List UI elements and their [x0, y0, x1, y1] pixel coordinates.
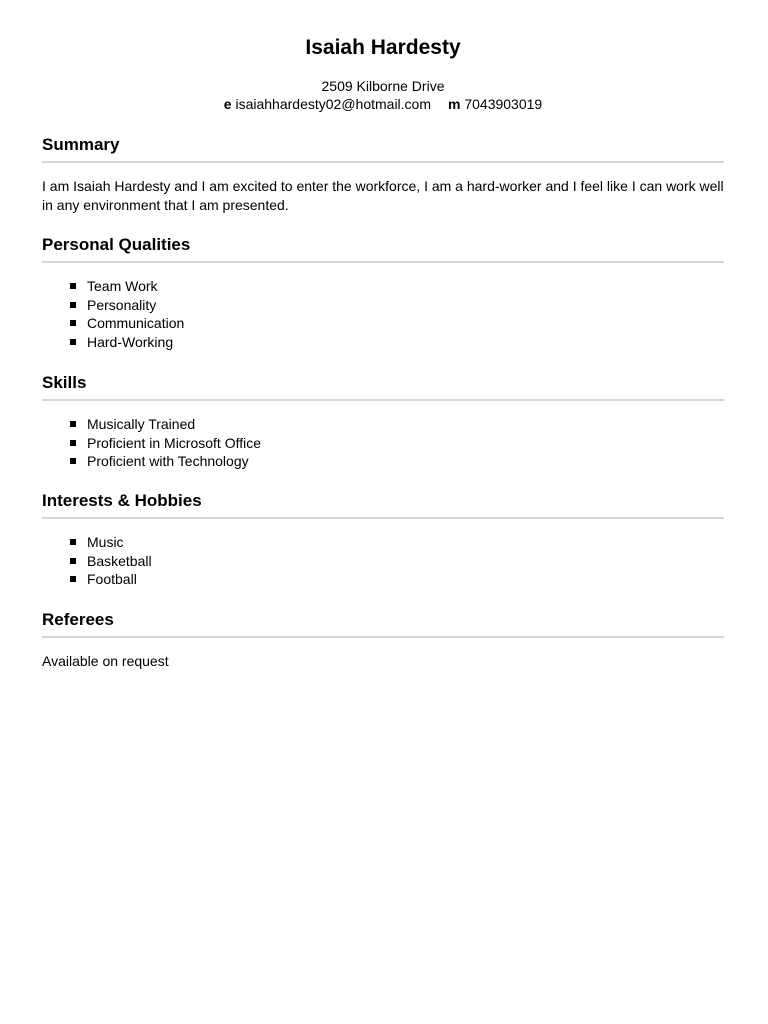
list-item	[42, 296, 724, 315]
address: 2509 Kilborne Drive	[321, 78, 445, 94]
bullet-icon	[70, 320, 76, 326]
email-address: isaiahhardesty02@hotmail.com	[235, 96, 431, 112]
contact-line	[42, 95, 724, 113]
bullet-icon	[70, 440, 76, 446]
interests-section	[42, 490, 724, 589]
qualities-list	[42, 277, 724, 352]
list-item	[42, 333, 724, 352]
list-item-label: Football	[87, 571, 137, 588]
list-item-label: Personality	[87, 296, 157, 313]
section-title-interests: Interests & Hobbies	[42, 491, 202, 510]
bullet-icon	[70, 539, 76, 545]
list-item-label: Music	[87, 534, 124, 550]
mobile-number: 7043903019	[464, 96, 543, 112]
bullet-icon	[70, 458, 76, 464]
list-item	[42, 314, 724, 333]
list-item-label: Hard-Working	[87, 334, 174, 351]
list-item-label: Team Work	[87, 278, 158, 294]
resume-name: Isaiah Hardesty	[305, 36, 461, 59]
summary-section	[42, 134, 724, 214]
section-title-summary: Summary	[42, 135, 120, 154]
section-title-qualities: Personal Qualities	[42, 235, 191, 254]
bullet-icon	[70, 558, 76, 564]
bullet-icon	[70, 339, 76, 345]
bullet-icon	[70, 576, 76, 582]
list-item	[42, 452, 724, 471]
list-item	[42, 552, 724, 571]
list-item-label: Proficient with Technology	[87, 453, 249, 470]
list-item-label: Musically Trained	[87, 416, 196, 432]
bullet-icon	[70, 302, 76, 308]
qualities-section	[42, 234, 724, 352]
referees-text: Available on request	[42, 653, 169, 669]
list-item	[42, 434, 724, 453]
section-divider	[42, 517, 724, 519]
skills-list	[42, 415, 724, 471]
referees-section	[42, 609, 724, 671]
list-item	[42, 415, 724, 434]
list-item	[42, 570, 724, 589]
bullet-icon	[70, 421, 76, 427]
list-item-label: Proficient in Microsoft Office	[87, 434, 262, 451]
list-item-label: Communication	[87, 315, 185, 332]
mobile-label: m	[448, 96, 461, 112]
list-item	[42, 533, 724, 552]
section-divider	[42, 161, 724, 163]
section-divider	[42, 636, 724, 638]
list-item	[42, 277, 724, 296]
bullet-icon	[70, 283, 76, 289]
section-divider	[42, 261, 724, 263]
section-title-referees: Referees	[42, 610, 114, 629]
summary-text: I am Isaiah Hardesty and I am excited to enter the workforce, I am a hard-worker and I feel like I can work well in any environment that I am presented.	[42, 178, 724, 213]
skills-section	[42, 372, 724, 471]
section-title-skills: Skills	[42, 373, 87, 392]
interests-list	[42, 533, 724, 589]
section-divider	[42, 399, 724, 401]
email-label: e	[223, 96, 232, 112]
list-item-label: Basketball	[87, 552, 152, 569]
